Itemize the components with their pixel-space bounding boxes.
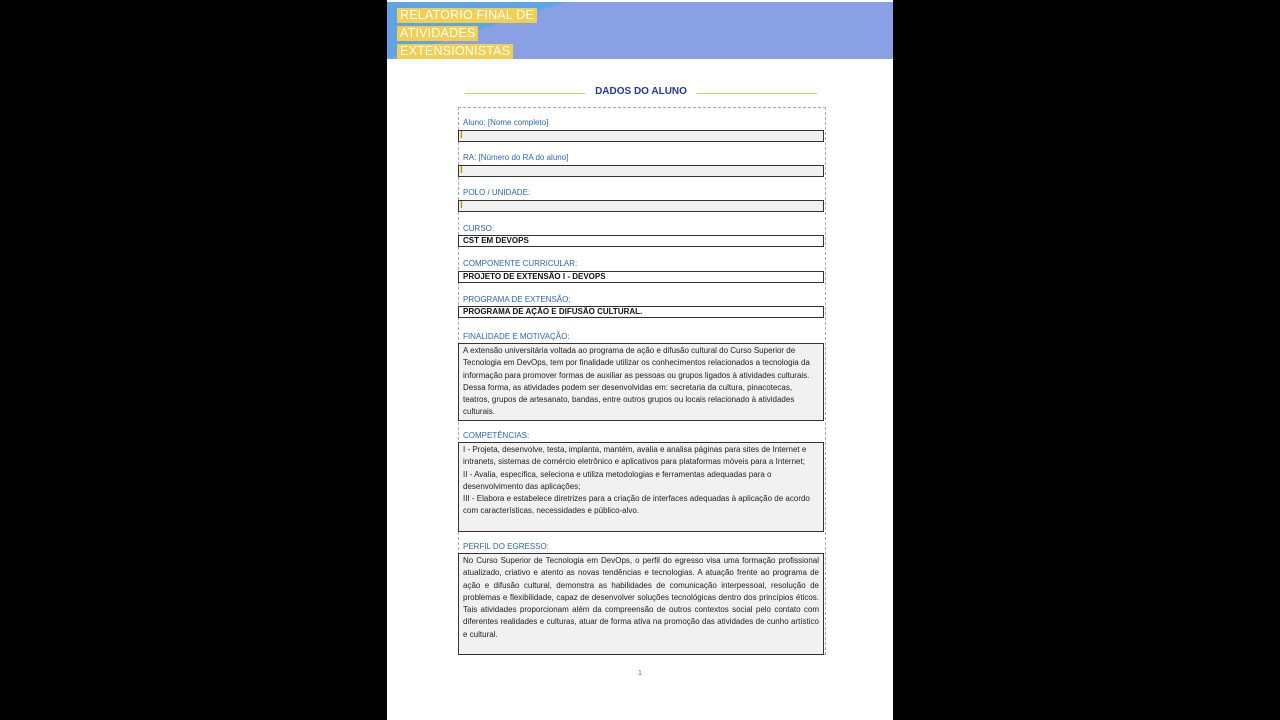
header-banner [387, 2, 893, 59]
competencias-field[interactable] [458, 442, 824, 532]
text-cursor-icon: I [460, 200, 463, 211]
report-title-line: RELATORIO FINAL DE [397, 8, 537, 23]
ra-label: RA: [Número do RA do aluno] [463, 153, 569, 162]
componente-field[interactable]: PROJETO DE EXTENSÃO I - DEVOPS [458, 271, 824, 283]
competencia-item: III - Elabora e estabelece diretrizes para a criação de interfaces adequadas à aplicação de acordo com características, necessidades e público-alvo. [463, 494, 810, 516]
programa-field[interactable]: PROGRAMA DE AÇÃO E DIFUSÃO CULTURAL. [458, 306, 824, 318]
text-cursor-icon: I [460, 130, 463, 141]
componente-label: COMPONENTE CURRICULAR: [463, 259, 578, 268]
finalidade-text: A extensão universitária voltada ao programa de ação e difusão cultural do Curso Superior de Tecnologia em DevOps, tem por finalidade utilizar os conhecimentos relacionados a tecnologia da informação para promover formas de auxiliar as pessoas ou grupos ligados à atividades culturais. Dessa forma, as atividades podem ser desenvolvidas em: secretaria da cultura, pinacotecas, teatros, grupos de artesanato, bandas, entre outros grupos ou locais relacionado à atividades culturais. [463, 346, 810, 417]
perfil-field[interactable] [458, 553, 824, 655]
finalidade-field[interactable] [458, 343, 824, 421]
report-title-line: EXTENSIONISTAS [397, 44, 513, 59]
polo-label: POLO / UNIDADE: [463, 188, 531, 197]
perfil-label: PERFIL DO EGRESSO: [463, 542, 549, 551]
text-cursor-icon: I [460, 165, 463, 176]
document-page [387, 0, 893, 720]
curso-label: CURSO: [463, 224, 495, 233]
section-heading [465, 86, 817, 100]
page-number: 1 [638, 670, 642, 677]
report-title-line: ATIVIDADES [397, 26, 478, 41]
competencia-item: I - Projeta, desenvolve, testa, implanta, mantém, avalia e analisa páginas para sites de Internet e intranets, sistemas de comércio eletrônico e aplicativos para plataformas móveis para a Internet; [463, 445, 807, 467]
programa-label: PROGRAMA DE EXTENSÃO: [463, 295, 571, 304]
polo-field[interactable] [458, 200, 824, 212]
ra-field[interactable] [458, 165, 824, 177]
section-title: DADOS DO ALUNO [595, 86, 687, 97]
perfil-text: No Curso Superior de Tecnologia em DevOps, o perfil do egresso visa uma formação profissional atualizado, criativo e atento as novas tendências e tecnologias. A atuação frente ao programa de ação e difusão cultural, demonstra as habilidades de comunicação interpessoal, resolução de problemas e flexibilidade, capaz de desenvolver soluções tecnológicas dentro dos princípios éticos. Tais atividades proporcionam além da compreensão de outros contextos social pelo contato com diferentes realidades e culturas, atuar de forma ativa na promoção das atividades de cunho artístico e cultural. [463, 556, 819, 639]
heading-rule-right [697, 93, 817, 94]
competencia-item: II - Avalia, especifica, seleciona e utiliza metodologias e ferramentas adequadas para o desenvolvimento das aplicações; [463, 469, 772, 491]
finalidade-label: FINALIDADE E MOTIVAÇÃO: [463, 332, 570, 341]
aluno-label: Aluno: [Nome completo] [463, 118, 549, 127]
report-title [397, 6, 547, 59]
competencias-label: COMPETÊNCIAS: [463, 431, 530, 440]
curso-field[interactable]: CST EM DEVOPS [458, 235, 824, 247]
aluno-field[interactable] [458, 130, 824, 142]
